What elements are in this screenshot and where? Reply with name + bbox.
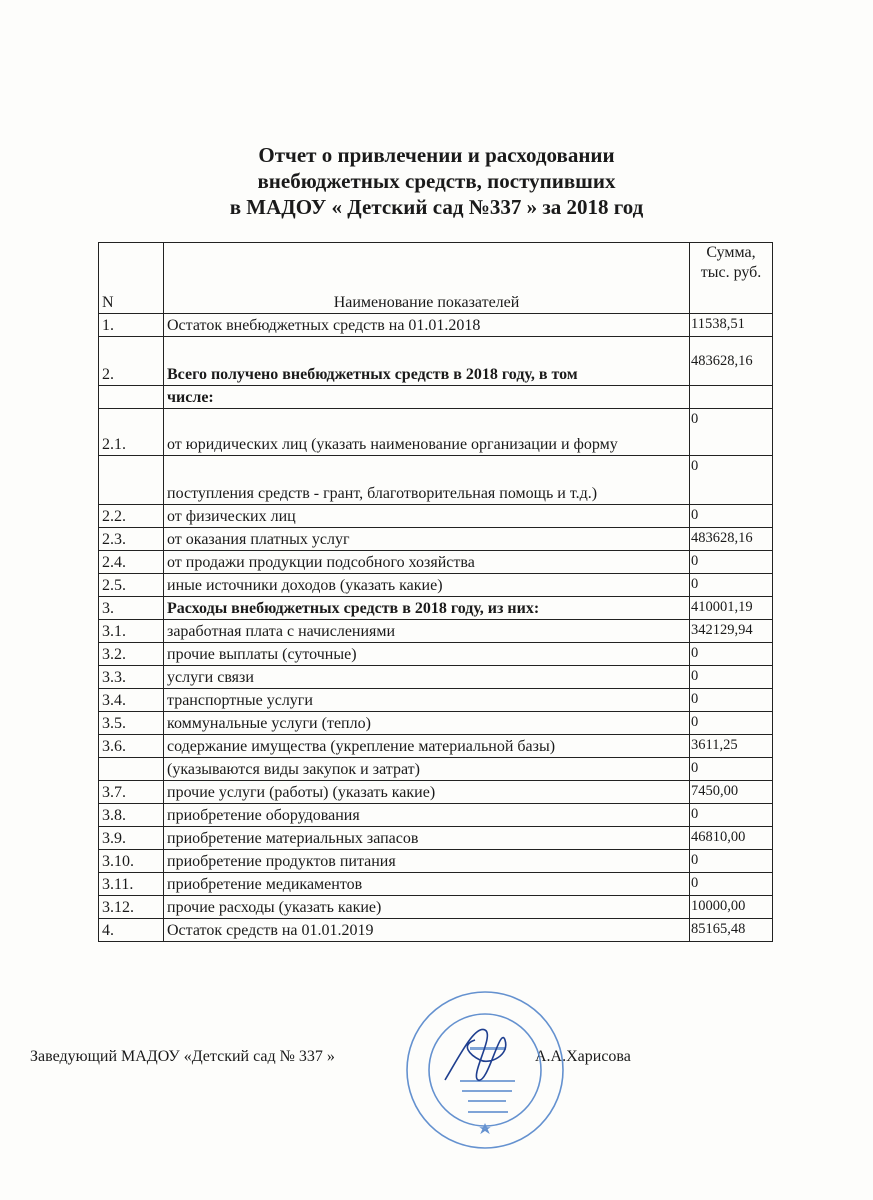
row-number	[99, 386, 164, 409]
report-title	[0, 142, 873, 220]
row-name: прочие расходы (указать какие)	[164, 896, 690, 919]
row-sum: 46810,00	[690, 827, 773, 850]
table-row	[99, 528, 773, 551]
title-line: Отчет о привлечении и расходовании	[258, 143, 615, 167]
table-row	[99, 597, 773, 620]
row-number: 2.3.	[99, 528, 164, 551]
row-sum: 0	[690, 758, 773, 781]
row-name: от физических лиц	[164, 505, 690, 528]
row-name: от юридических лиц (указать наименование организации и форму	[164, 409, 690, 456]
row-number: 2.1.	[99, 409, 164, 456]
table-row	[99, 386, 773, 409]
row-number: 1.	[99, 314, 164, 337]
row-number	[99, 456, 164, 505]
table-row	[99, 314, 773, 337]
table-row	[99, 896, 773, 919]
table-row	[99, 781, 773, 804]
row-number: 3.2.	[99, 643, 164, 666]
official-stamp	[400, 985, 570, 1155]
table-row	[99, 551, 773, 574]
row-sum: 0	[690, 804, 773, 827]
row-sum: 11538,51	[690, 314, 773, 337]
table-row	[99, 919, 773, 942]
row-name: заработная плата с начислениями	[164, 620, 690, 643]
row-name: от оказания платных услуг	[164, 528, 690, 551]
row-number: 3.9.	[99, 827, 164, 850]
row-name: прочие услуги (работы) (указать какие)	[164, 781, 690, 804]
table-row	[99, 337, 773, 386]
row-sum: 0	[690, 574, 773, 597]
row-sum: 7450,00	[690, 781, 773, 804]
row-number: 3.6.	[99, 735, 164, 758]
row-name: приобретение материальных запасов	[164, 827, 690, 850]
title-line: внебюджетных средств, поступивших	[257, 169, 616, 193]
row-sum: 0	[690, 666, 773, 689]
table-row	[99, 409, 773, 456]
row-number: 3.5.	[99, 712, 164, 735]
header-sum: Сумма, тыс. руб.	[690, 243, 773, 314]
row-sum: 483628,16	[690, 337, 773, 386]
table-row	[99, 712, 773, 735]
row-name: коммунальные услуги (тепло)	[164, 712, 690, 735]
row-number: 2.4.	[99, 551, 164, 574]
row-sum: 342129,94	[690, 620, 773, 643]
row-name: прочие выплаты (суточные)	[164, 643, 690, 666]
table-header	[99, 243, 773, 314]
row-number: 4.	[99, 919, 164, 942]
title-line: в МАДОУ « Детский сад №337 » за 2018 год	[229, 195, 644, 219]
row-number: 3.	[99, 597, 164, 620]
table-row	[99, 574, 773, 597]
row-sum: 0	[690, 409, 773, 456]
row-sum: 0	[690, 850, 773, 873]
header-n: N	[99, 243, 164, 314]
row-number: 3.3.	[99, 666, 164, 689]
row-sum: 0	[690, 456, 773, 505]
table-row	[99, 827, 773, 850]
row-sum: 0	[690, 873, 773, 896]
row-name: иные источники доходов (указать какие)	[164, 574, 690, 597]
row-sum: 0	[690, 712, 773, 735]
report-table	[98, 242, 773, 942]
row-name: приобретение медикаментов	[164, 873, 690, 896]
row-number: 2.5.	[99, 574, 164, 597]
table-row	[99, 735, 773, 758]
signature-position: Заведующий МАДОУ «Детский сад № 337 »	[30, 1048, 335, 1065]
row-number	[99, 758, 164, 781]
row-number: 3.12.	[99, 896, 164, 919]
row-sum: 483628,16	[690, 528, 773, 551]
row-number: 3.10.	[99, 850, 164, 873]
row-sum: 0	[690, 689, 773, 712]
table-row	[99, 758, 773, 781]
row-number: 3.7.	[99, 781, 164, 804]
row-sum: 10000,00	[690, 896, 773, 919]
row-name: числе:	[164, 386, 690, 409]
table-row	[99, 620, 773, 643]
table-row	[99, 873, 773, 896]
row-name: от продажи продукции подсобного хозяйства	[164, 551, 690, 574]
signature-name: А.А.Харисова	[535, 1048, 631, 1065]
row-number: 2.	[99, 337, 164, 386]
row-sum: 0	[690, 551, 773, 574]
table-row	[99, 643, 773, 666]
row-sum: 3611,25	[690, 735, 773, 758]
row-sum: 85165,48	[690, 919, 773, 942]
table-row	[99, 456, 773, 505]
row-name: содержание имущества (укрепление материальной базы)	[164, 735, 690, 758]
row-name: приобретение оборудования	[164, 804, 690, 827]
row-name: Остаток средств на 01.01.2019	[164, 919, 690, 942]
row-name: Всего получено внебюджетных средств в 2018 году, в том	[164, 337, 690, 386]
row-sum: 0	[690, 643, 773, 666]
table-row	[99, 666, 773, 689]
table-row	[99, 505, 773, 528]
row-name: транспортные услуги	[164, 689, 690, 712]
row-sum: 410001,19	[690, 597, 773, 620]
row-name: поступления средств - грант, благотворительная помощь и т.д.)	[164, 456, 690, 505]
header-name: Наименование показателей	[164, 243, 690, 314]
row-number: 3.11.	[99, 873, 164, 896]
row-number: 3.8.	[99, 804, 164, 827]
handwritten-signature	[445, 1029, 506, 1080]
table-row	[99, 689, 773, 712]
table-row	[99, 804, 773, 827]
row-name: Расходы внебюджетных средств в 2018 году, из них:	[164, 597, 690, 620]
row-sum	[690, 386, 773, 409]
row-name: приобретение продуктов питания	[164, 850, 690, 873]
row-number: 3.1.	[99, 620, 164, 643]
row-number: 3.4.	[99, 689, 164, 712]
row-name: услуги связи	[164, 666, 690, 689]
table-row	[99, 850, 773, 873]
row-number: 2.2.	[99, 505, 164, 528]
row-name: Остаток внебюджетных средств на 01.01.2018	[164, 314, 690, 337]
row-name: (указываются виды закупок и затрат)	[164, 758, 690, 781]
row-sum: 0	[690, 505, 773, 528]
